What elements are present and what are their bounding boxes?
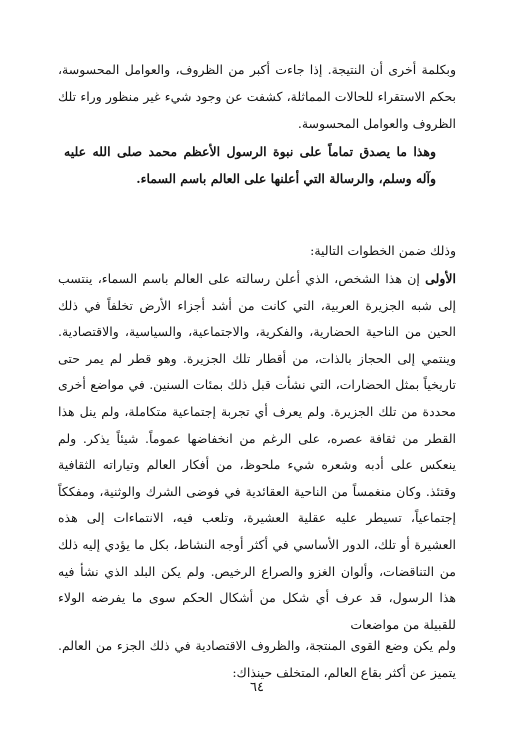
paragraph-productive-forces: ولم يكن وضع القوى المنتجة، والظروف الاقتصادية في ذلك الجزء من العالم. يتميز عن أكثر بقاع العالم، المتخلف حينذاك:	[58, 638, 456, 680]
first-step-lead-word: الأولى	[425, 271, 456, 286]
paragraph-steps-heading: وذلك ضمن الخطوات التالية:	[310, 243, 456, 258]
first-step-body: إن هذا الشخص، الذي أعلن رسالته على العالم باسم السماء، ينتسب إلى شبه الجزيرة العربية، التي كانت من أشد أجزاء الأرض تخلفاً في ذلك الحين من الناحية الحضارية، والفكرية، والاجتماعية، والسياسية، والاقتصادية. وينتمي إلى الحجاز بالذات، من أقطار تلك الجزيرة. وهو قطر لم يمر حتى تاريخياً بمثل الحضارات، التي نشأت قبل ذلك بمئات السنين. في مواضع أخرى محددة من تلك الجزيرة. ولم يعرف أي تجربة إجتماعية متكاملة، ولم ينل هذا القطر من ثقافة عصره، على الرغم من انخفاضها عموماً. شيئاً يذكر. ولم ينعكس على أدبه وشعره شيء ملحوظ، من أفكار العالم وتياراته الثقافية وقتئذ. وكان منغمساً من الناحية العقائدية في فوضى الشرك والوثنية، ومفككاً إجتماعياً، تسيطر عليه عقلية العشيرة، وتلعب فيه، الانتماءات إلى هذه العشيرة أو تلك، الدور الأساسي في أكثر أوجه النشاط، بكل ما يؤدي إليه ذلك من التناقضات، وألوان الغزو والصراع الرخيص. ولم يكن البلد الذي نشأ فيه هذا الرسول، قد عرف أي شكل من أشكال الحكم سوى ما يفرضه الولاء للقبيلة من مواضعات	[58, 271, 456, 632]
paragraph-intro: وبكلمة أخرى أن النتيجة. إذا جاءت أكبر من الظروف، والعوامل المحسوسة، بحكم الاستقراء للحالات المماثلة، كشفت عن وجود شيء غير منظور وراء تلك الظروف والعوامل المحسوسة.	[58, 62, 456, 131]
paragraph-first-step	[58, 266, 456, 638]
paragraph-quote-bold: وهذا ما يصدق تماماً على نبوة الرسول الأعظم محمد صلى الله عليه وآله وسلم، والرسالة التي أعلنها على العالم باسم السماء.	[64, 144, 436, 186]
page-number: ٦٤	[250, 680, 264, 695]
